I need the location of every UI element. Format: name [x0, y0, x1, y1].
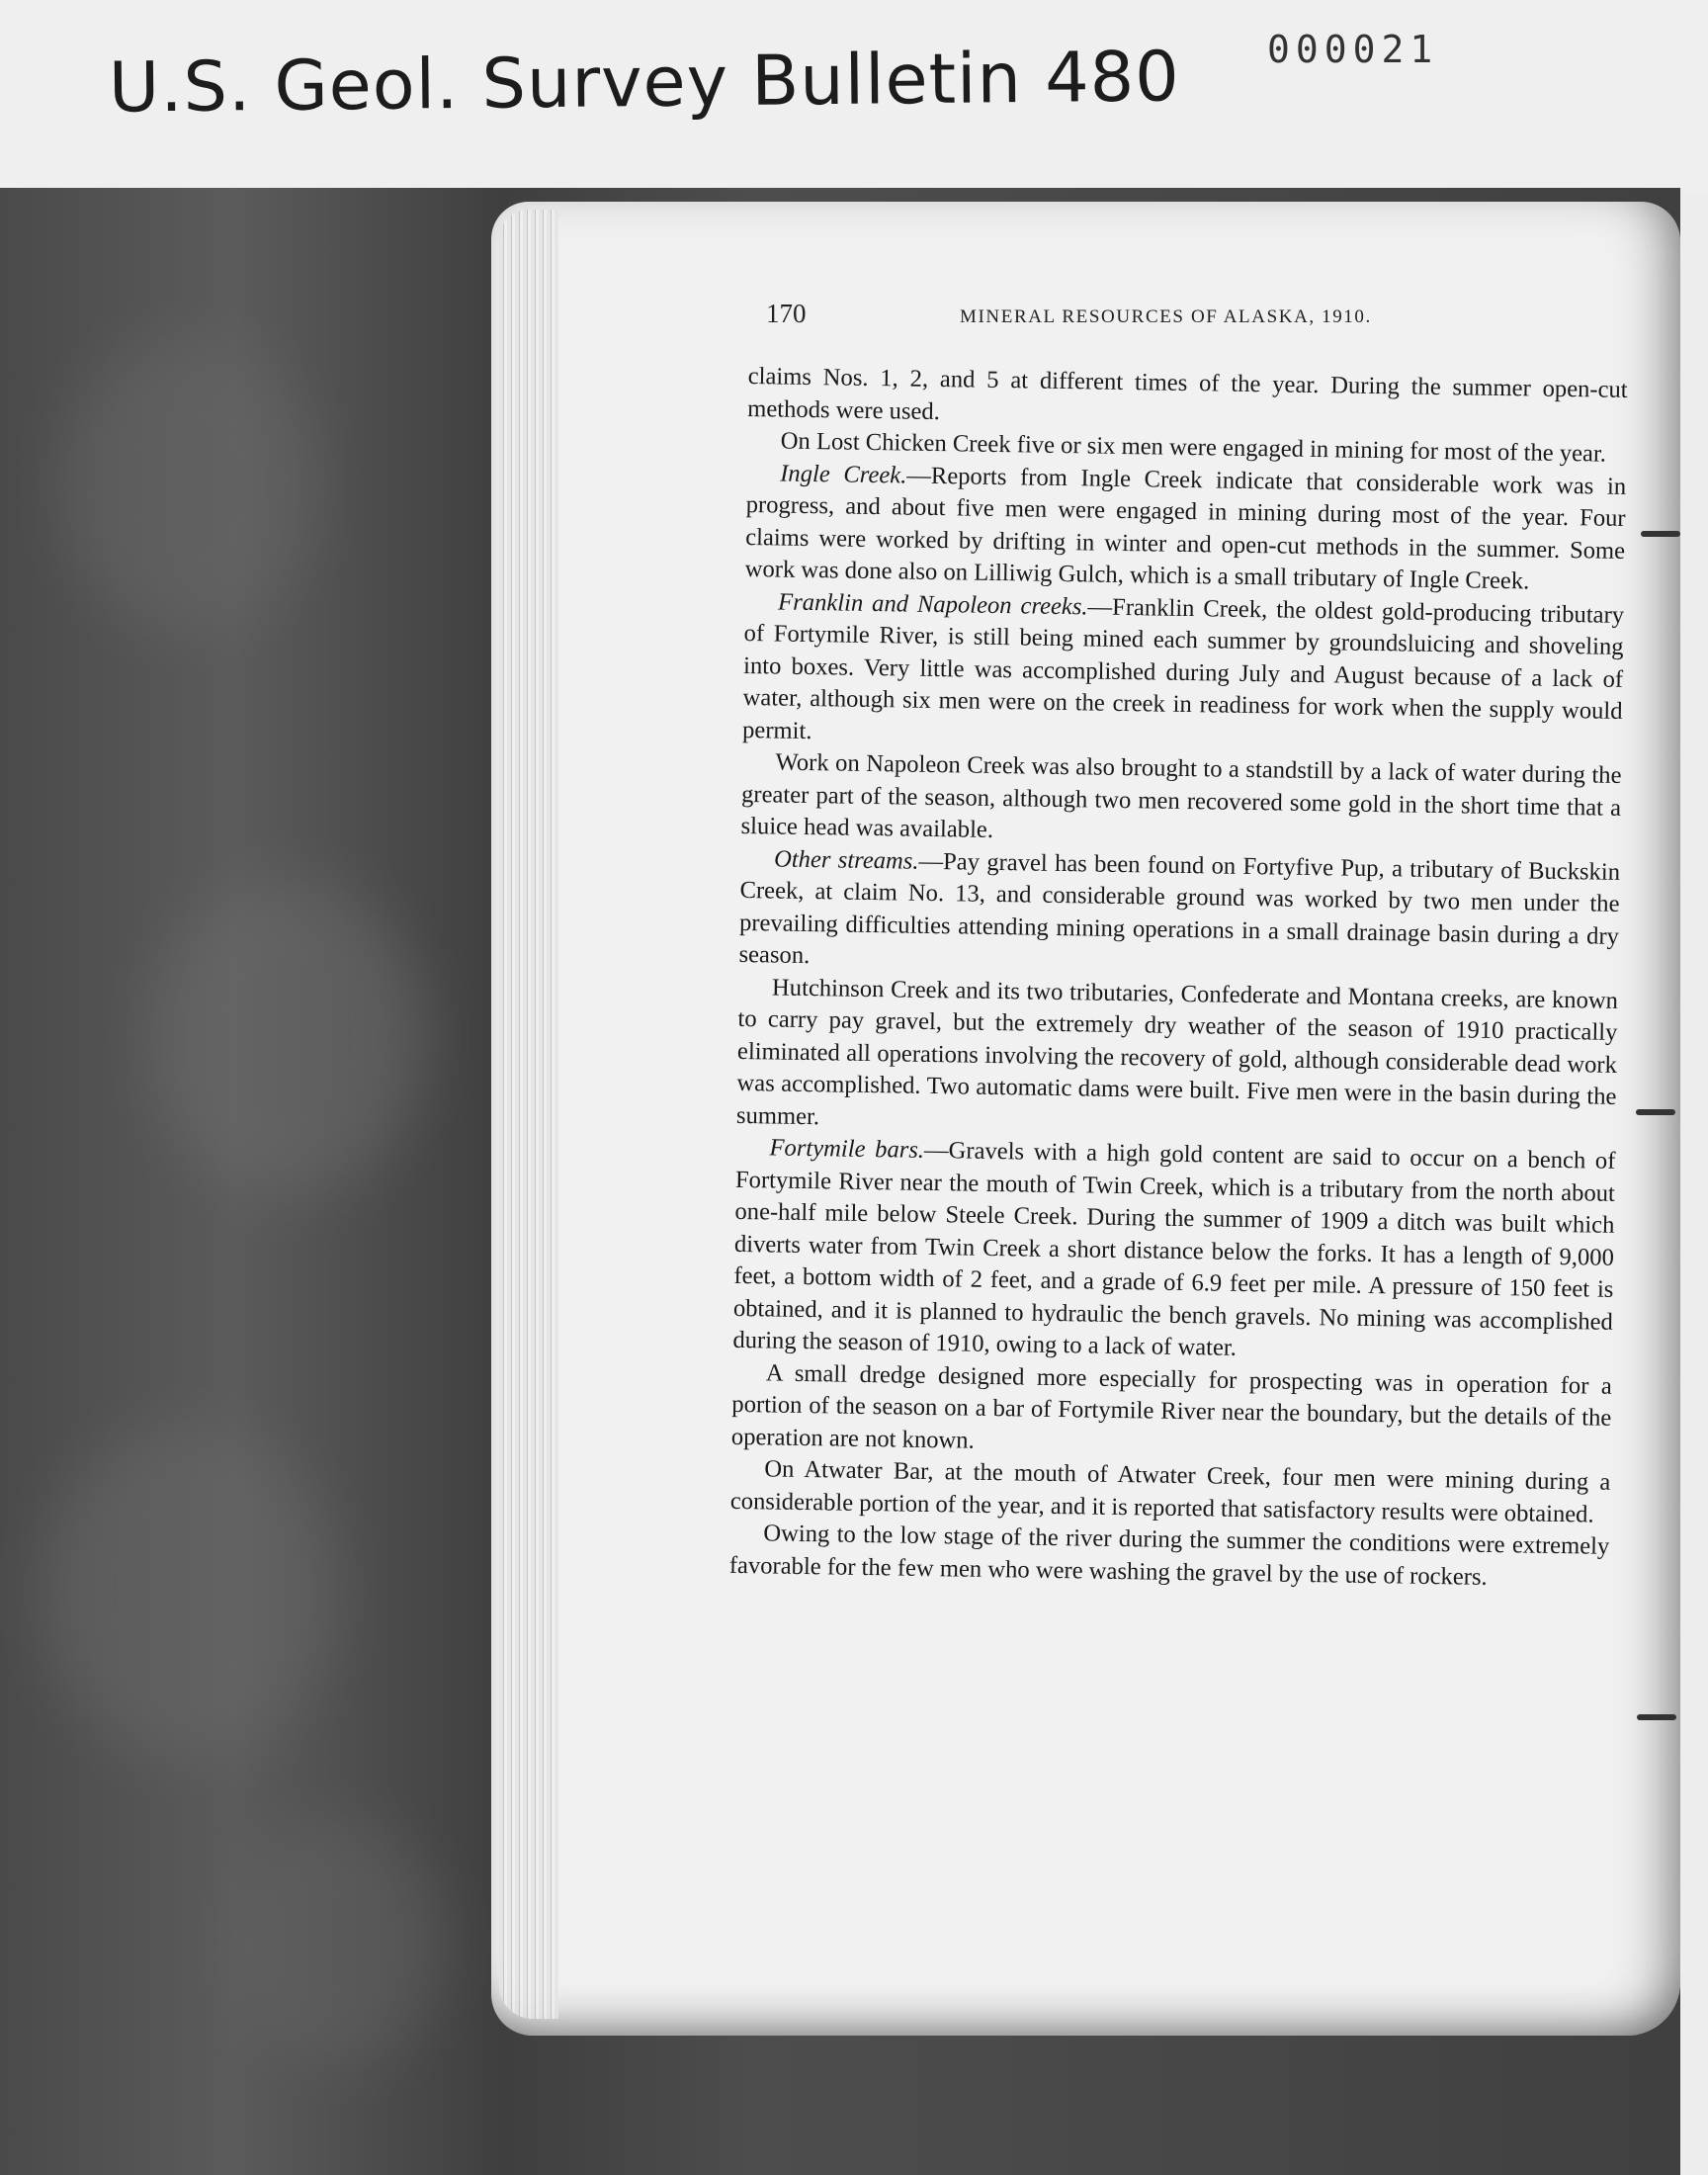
paragraph-text: A small dredge designed more especially for prospecting was in operation for a portion of the season on a bar of Fortymile River near the boundary, but the details of the operation are not known. [730, 1358, 1613, 1454]
paragraph [736, 971, 1618, 1145]
margin-mark [1641, 531, 1680, 537]
paragraph [742, 585, 1624, 759]
page-edges [499, 210, 558, 2019]
scan-header-strip [0, 0, 1708, 193]
paragraph-text: —Pay gravel has been found on Fortyfive Pup, a tributary of Buckskin Creek, at claim No. 13, and considerable ground was worked by two men under the prevailing difficulties attending mining operations in a small drainage basin during a dry season. [738, 847, 1621, 970]
stamp-number: 000021 [1267, 28, 1439, 71]
paragraph [744, 457, 1626, 599]
run-in-heading: Franklin and Napoleon creeks. [777, 588, 1088, 620]
body-text [729, 361, 1628, 1596]
margin-mark [1637, 1714, 1676, 1720]
paragraph-text: —Gravels with a high gold content are said to occur on a bench of Fortymile River near the mouth of Twin Creek, which is a tributary from the north about one-half mile below Steele Creek. During the summer of 1909 a ditch was built which diverts water from Twin Creek a short distance below the forks. It has a length of 9,000 feet, a bottom width of 2 feet, and a grade of 6.9 feet per mile. A pressure of 150 feet is obtained, and it is planned to hydraulic the bench gravels. No mining was accomplished during the season of 1910, owing to a lack of water. [732, 1136, 1616, 1361]
handwritten-title: U.S. Geol. Survey Bulletin 480 [108, 36, 1181, 129]
paragraph-text: —Franklin Creek, the oldest gold-producing tributary of Fortymile River, is still being mined each summer by groundsluicing and shoveling into boxes. Very little was accomplished during July and August because of a lack of water, although six men were on the creek in readiness for work when the supply would permit. [741, 592, 1625, 744]
paragraph-text: On Lost Chicken Creek five or six men were engaged in mining for most of the year. [780, 427, 1607, 468]
running-head: MINERAL RESOURCES OF ALASKA, 1910. [960, 306, 1372, 327]
paragraph [732, 1132, 1615, 1370]
paragraph [738, 842, 1620, 985]
page-number: 170 [766, 299, 807, 328]
paragraph [740, 746, 1621, 856]
paragraph-text: Owing to the low stage of the river during the summer the conditions were extremely favorable for the few men who were washing the gravel by the use of rockers. [728, 1520, 1610, 1591]
margin-mark [1636, 1109, 1675, 1115]
run-in-heading: Ingle Creek. [780, 460, 907, 489]
run-in-heading: Other streams. [773, 844, 919, 875]
paragraph-text: —Reports from Ingle Creek indicate that considerable work was in progress, and about five men were engaged in mining during most of the year. Four claims were worked by drifting in winter and open-cut methods in the summer. Some work was done also on Lilliwig Gulch, which is a small tributary of Ingle Creek. [744, 462, 1627, 595]
paragraph-text: Work on Napoleon Creek was also brought to a standstill by a lack of water during the greater part of the season, although two men recovered some gold in the short time that a sluice head was available. [740, 748, 1622, 843]
paragraph-text: claims Nos. 1, 2, and 5 at different times of the year. During the summer open-cut methods were used. [747, 362, 1628, 425]
paragraph-text: On Atwater Bar, at the mouth of Atwater Creek, four men were mining during a considerable portion of the year, and it is reported that satisfactory results were obtained. [729, 1455, 1611, 1528]
paragraph [731, 1356, 1612, 1466]
paragraph-text: Hutchinson Creek and its two tributaries, Confederate and Montana creeks, are known to carry pay gravel, but the extremely dry weather of the season of 1910 practically eliminated all operations involving the recovery of gold, although considerable dead work was accomplished. Two automatic dams were built. Five men were in the basin during the summer. [735, 973, 1619, 1130]
run-in-heading: Fortymile bars. [769, 1134, 925, 1164]
page-header [766, 299, 1458, 332]
